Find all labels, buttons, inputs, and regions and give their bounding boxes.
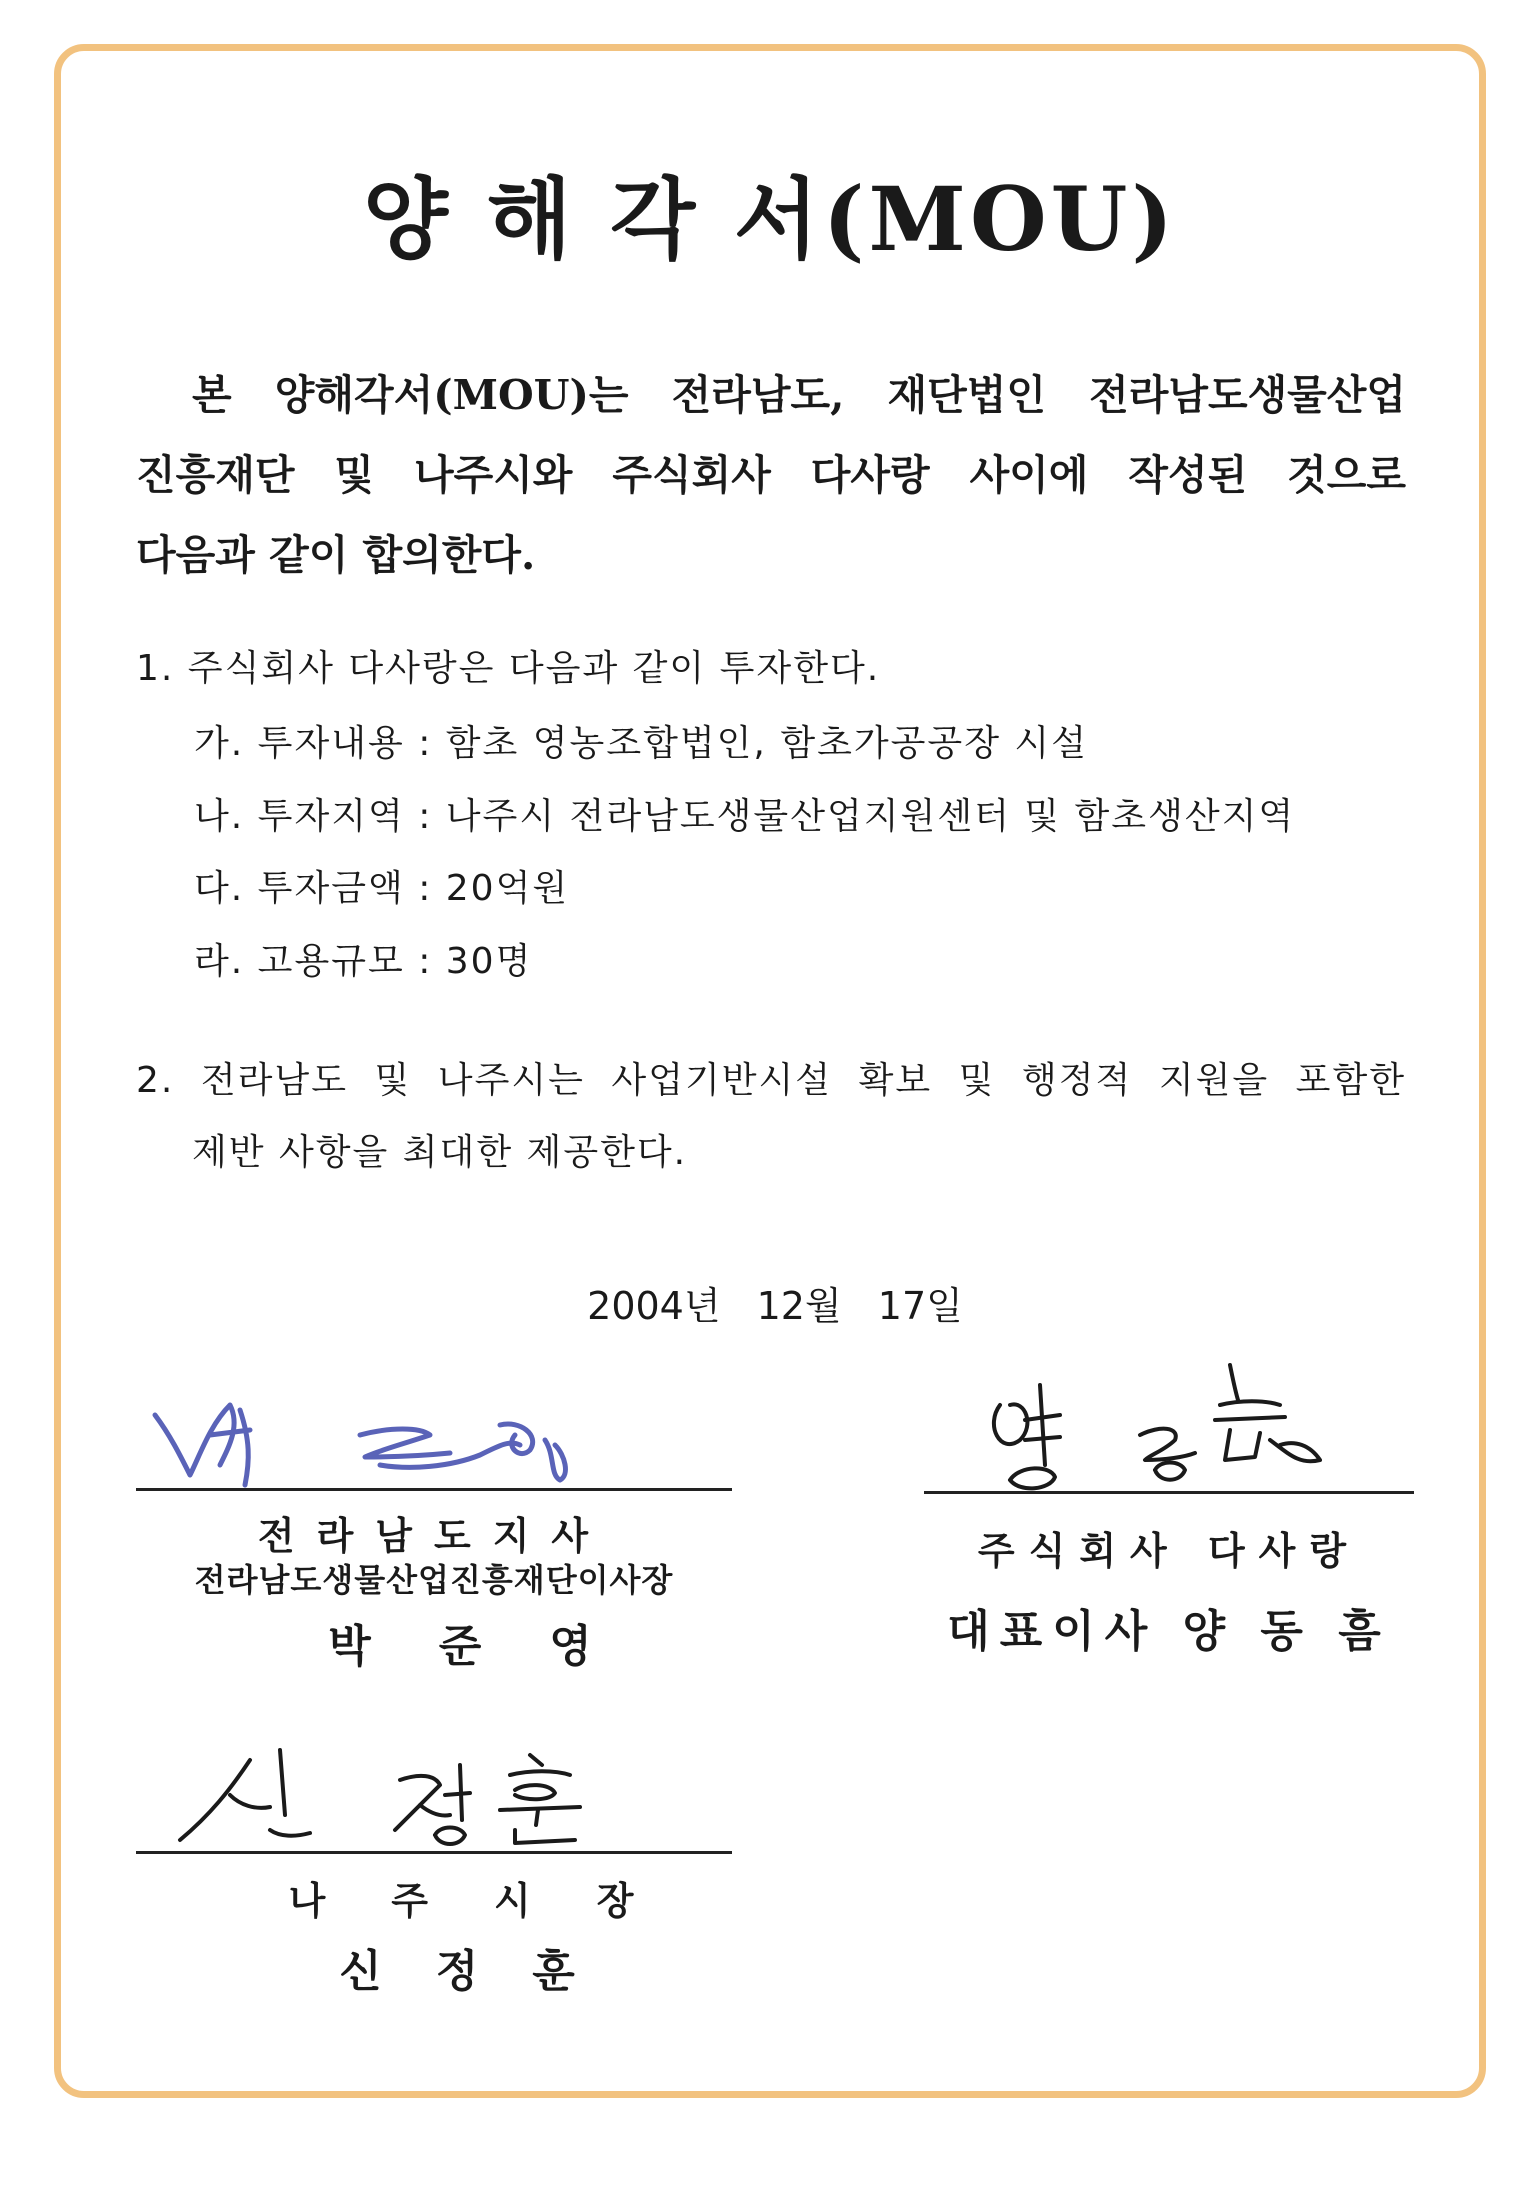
item-2-line-2: 제반 사항을 최대한 제공한다. <box>192 1132 688 1173</box>
title-main: 양 해 각 서 <box>362 167 823 271</box>
title-suffix: (MOU) <box>822 167 1178 271</box>
signature-3-handwriting <box>170 1735 630 1855</box>
signatory-1-role: 전라남도지사 <box>257 1513 611 1558</box>
item-1-sub-b: 나. 투자지역 : 나주시 전라남도생물산업지원센터 및 함초생산지역 <box>194 796 1296 837</box>
item-1: 1. 주식회사 다사랑은 다음과 같이 투자한다. <box>136 648 881 689</box>
document-title <box>0 150 1540 276</box>
item-1-sub-d: 라. 고용규모 : 30명 <box>194 941 533 982</box>
signatory-2-company: 주식회사 다사랑 <box>977 1528 1361 1573</box>
signature-line-1 <box>136 1488 732 1491</box>
intro-line-2: 진흥재단 및 나주시와 주식회사 다사랑 사이에 작성된 것으로 <box>136 451 1406 499</box>
signature-line-3 <box>136 1851 732 1854</box>
signature-1-handwriting <box>150 1385 610 1495</box>
signatory-3-name: 신정훈 <box>339 1946 629 1997</box>
item-1-sub-c: 다. 투자금액 : 20억원 <box>194 868 570 909</box>
signature-line-2 <box>924 1491 1414 1494</box>
signature-2-handwriting <box>980 1345 1360 1495</box>
item-1-sub-a: 가. 투자내용 : 함초 영농조합법인, 함초가공공장 시설 <box>194 723 1088 764</box>
intro-line-1: 본 양해각서(MOU)는 전라남도, 재단법인 전라남도생물산업 <box>192 371 1406 419</box>
intro-paragraph <box>136 355 1406 595</box>
intro-line-3: 다음과 같이 합의한다. <box>136 531 536 579</box>
signatory-1-name: 박준영 <box>328 1621 660 1672</box>
item-2 <box>136 1045 1406 1189</box>
signatory-1-organization: 전라남도생물산업진흥재단이사장 <box>194 1561 674 1599</box>
item-2-line-1: 2. 전라남도 및 나주시는 사업기반시설 확보 및 행정적 지원을 포함한 <box>136 1060 1406 1101</box>
signatory-3-role: 나주시장 <box>288 1878 700 1923</box>
document-date: 2004년 12월 17일 <box>587 1284 963 1328</box>
signatory-2-title: 대표이사 양 동 흠 <box>947 1606 1391 1657</box>
